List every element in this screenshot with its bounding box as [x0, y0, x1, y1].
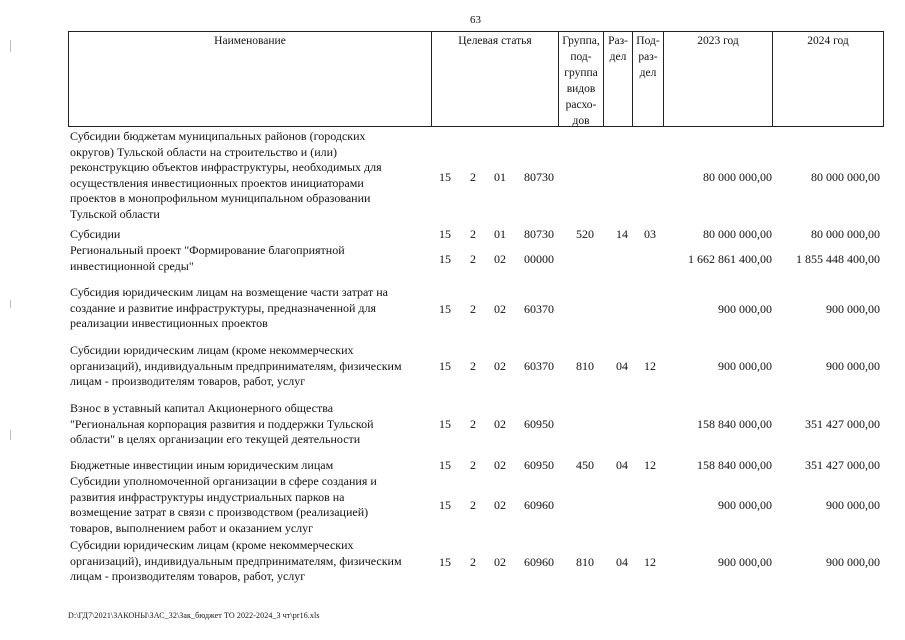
row-name: Субсидии уполномоченной организации в сфере создания и развития инфраструктуры индустриальных парков на возмещение затрат в связи с производством (реализацией) товаров, выполнением работ и оказанием услуг	[70, 474, 377, 535]
cell-direction: 80730	[524, 227, 554, 241]
cell-2024: 80 000 000,00	[811, 170, 880, 184]
cell-2023: 900 000,00	[718, 302, 772, 316]
cell-subprogram: 2	[470, 302, 476, 316]
cell-subprogram: 2	[470, 555, 476, 569]
row-name: Субсидии бюджетам муниципальных районов (городских округов) Тульской области на строительство и (или) реконструкцию объектов инфраструктуры, необходимых для осуществления инвестиционных проектов инициаторами проектов в монопрофильном муниципальном образовании Тульской области	[70, 129, 382, 221]
cell-section: 04	[616, 458, 628, 472]
cell-subsection: 12	[644, 359, 656, 373]
cell-program: 15	[439, 227, 451, 241]
table-row	[68, 343, 884, 391]
cell-2023: 1 662 861 400,00	[688, 252, 772, 266]
table-row	[68, 129, 884, 226]
cell-program: 15	[439, 359, 451, 373]
cell-subprogram: 2	[470, 359, 476, 373]
header-name: Наименование	[214, 35, 286, 47]
header-subsection: Под- раз- дел	[636, 35, 660, 79]
cell-program: 15	[439, 417, 451, 431]
cell-group: 810	[576, 555, 594, 569]
cell-group: 810	[576, 359, 594, 373]
cell-program: 15	[439, 252, 451, 266]
header-target: Целевая статья	[458, 35, 532, 47]
cell-event: 02	[494, 417, 506, 431]
cell-subprogram: 2	[470, 227, 476, 241]
page-number: 63	[470, 14, 481, 26]
cell-2024: 351 427 000,00	[805, 417, 880, 431]
row-name: Взнос в уставный капитал Акционерного общества "Региональная корпорация развития и поддержки Тульской области" в целях организации его текущей деятельности	[70, 401, 374, 447]
cell-event: 02	[494, 498, 506, 512]
cell-direction: 60370	[524, 302, 554, 316]
cell-event: 02	[494, 359, 506, 373]
header-section: Раз- дел	[608, 35, 628, 63]
cell-subprogram: 2	[470, 458, 476, 472]
cell-2023: 900 000,00	[718, 555, 772, 569]
table-row	[68, 285, 884, 333]
cell-event: 02	[494, 252, 506, 266]
cell-subprogram: 2	[470, 498, 476, 512]
cell-2023: 158 840 000,00	[697, 417, 772, 431]
cell-2024: 1 855 448 400,00	[796, 252, 880, 266]
cell-section: 04	[616, 359, 628, 373]
row-name: Субсидия юридическим лицам на возмещение части затрат на создание и развитие инфраструктуры, предназначенной для реализации инвестиционных проектов	[70, 285, 389, 331]
table-row	[68, 474, 884, 537]
cell-2024: 351 427 000,00	[805, 458, 880, 472]
cell-program: 15	[439, 302, 451, 316]
table-row	[68, 538, 884, 586]
cell-subsection: 12	[644, 458, 656, 472]
cell-direction: 60960	[524, 555, 554, 569]
cell-2024: 900 000,00	[826, 359, 880, 373]
table-header	[68, 31, 884, 127]
row-name: Региональный проект "Формирование благоприятной инвестиционной среды"	[70, 243, 345, 273]
row-name: Субсидии юридическим лицам (кроме некоммерческих организаций), индивидуальным предпринимателям, физическим лицам - производителям товаров, работ, услуг	[70, 343, 402, 389]
cell-event: 02	[494, 302, 506, 316]
cell-section: 04	[616, 555, 628, 569]
cell-subsection: 03	[644, 227, 656, 241]
cell-program: 15	[439, 458, 451, 472]
row-name: Субсидии	[70, 227, 121, 241]
cell-2023: 900 000,00	[718, 359, 772, 373]
table-row	[68, 227, 884, 243]
cell-direction: 60950	[524, 458, 554, 472]
cell-subprogram: 2	[470, 252, 476, 266]
cell-direction: 80730	[524, 170, 554, 184]
cell-2023: 158 840 000,00	[697, 458, 772, 472]
cell-2024: 900 000,00	[826, 498, 880, 512]
cell-group: 450	[576, 458, 594, 472]
cell-subprogram: 2	[470, 170, 476, 184]
cell-program: 15	[439, 498, 451, 512]
header-2024: 2024 год	[807, 35, 849, 47]
cell-program: 15	[439, 170, 451, 184]
cell-program: 15	[439, 555, 451, 569]
table-row	[68, 401, 884, 449]
file-path-footer: D:\ГД7\2021\ЗАКОНЫ\ЗАС_32\Зак_бюджет ТО 2022-2024_3 чт\рr16.xls	[68, 611, 320, 620]
cell-2023: 900 000,00	[718, 498, 772, 512]
cell-direction: 60370	[524, 359, 554, 373]
header-2023: 2023 год	[697, 35, 739, 47]
cell-direction: 00000	[524, 252, 554, 266]
cell-2024: 80 000 000,00	[811, 227, 880, 241]
table-row	[68, 243, 884, 275]
cell-2023: 80 000 000,00	[703, 227, 772, 241]
cell-group: 520	[576, 227, 594, 241]
cell-section: 14	[616, 227, 628, 241]
row-name: Бюджетные инвестиции иным юридическим лицам	[70, 458, 334, 472]
cell-direction: 60950	[524, 417, 554, 431]
cell-subprogram: 2	[470, 417, 476, 431]
cell-direction: 60960	[524, 498, 554, 512]
cell-2023: 80 000 000,00	[703, 170, 772, 184]
cell-event: 01	[494, 170, 506, 184]
cell-2024: 900 000,00	[826, 555, 880, 569]
cell-subsection: 12	[644, 555, 656, 569]
table-row	[68, 458, 884, 474]
cell-2024: 900 000,00	[826, 302, 880, 316]
cell-event: 01	[494, 227, 506, 241]
row-name: Субсидии юридическим лицам (кроме некоммерческих организаций), индивидуальным предпринимателям, физическим лицам - производителям товаров, работ, услуг	[70, 538, 402, 584]
cell-event: 02	[494, 555, 506, 569]
header-group: Группа, под- группа видов расхо- дов	[562, 35, 600, 127]
cell-event: 02	[494, 458, 506, 472]
